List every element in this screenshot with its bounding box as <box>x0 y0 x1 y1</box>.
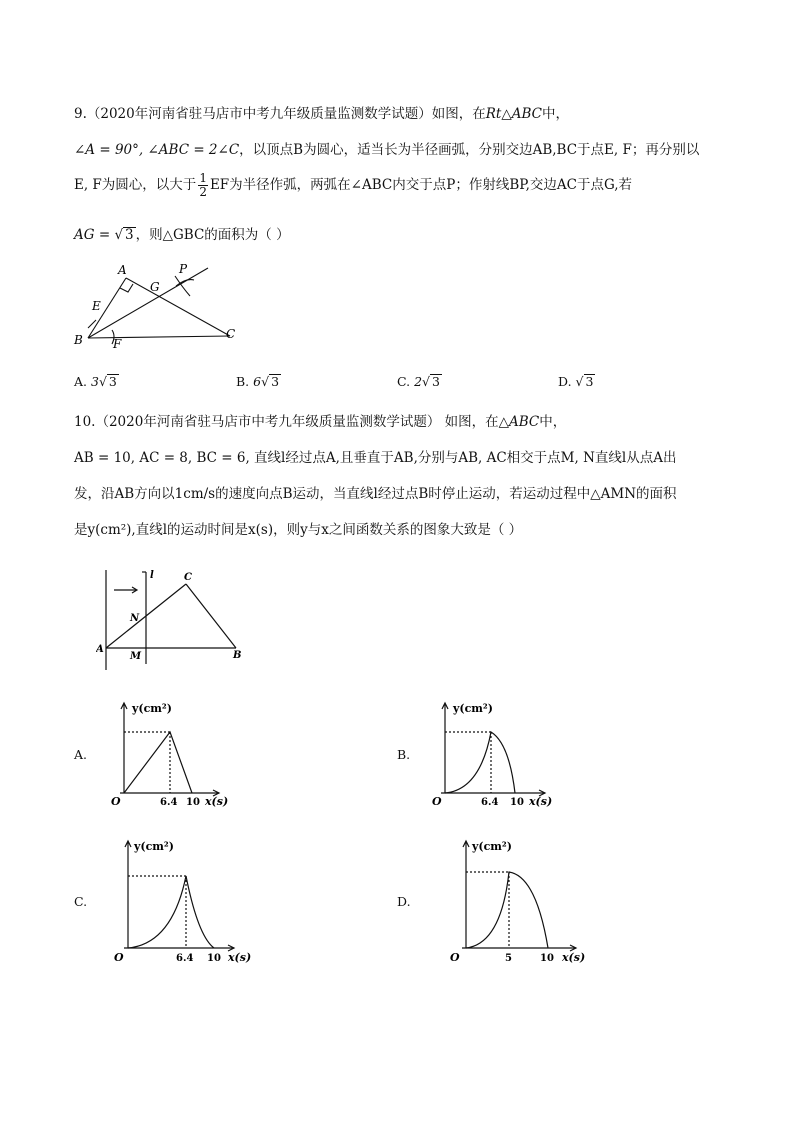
x-axis-label: x(s) <box>228 951 252 964</box>
side-BC <box>186 584 236 648</box>
y-axis-label: y(cm²) <box>453 702 493 715</box>
label-M: M <box>130 651 142 662</box>
peak-x-label: 6.4 <box>176 953 194 964</box>
q9-option-b[interactable]: B. 6√ 3 <box>236 374 280 389</box>
x-axis-label: x(s) <box>529 795 553 808</box>
sqrt-symbol: √ <box>98 374 107 389</box>
y-axis-label: y(cm²) <box>472 840 512 853</box>
side-BC <box>88 336 230 338</box>
q9-line-3: E, F为圆心，以大于 $\frac{1}{2}$ EF为半径作弧，两弧在∠ABC内交于点P；作射线BP,交边AC于点G,若 <box>74 171 633 199</box>
q10-line-1: 10.（2020年河南省驻马店市中考九年级质量监测数学试题） 如图，在△ABC中， <box>74 414 567 430</box>
label-P: P <box>179 262 188 276</box>
label-E: E <box>92 299 101 313</box>
label-C: C <box>184 572 192 583</box>
peak-x-label: 6.4 <box>160 797 178 808</box>
origin-label: O <box>111 795 121 808</box>
q9-option-a[interactable]: A. 3√ 3 <box>74 374 117 389</box>
end-x-label: 10 <box>207 953 221 964</box>
label-B: B <box>74 333 83 347</box>
end-x-label: 10 <box>540 953 554 964</box>
end-x-label: 10 <box>510 797 524 808</box>
x-axis-label: x(s) <box>205 795 229 808</box>
label-F: F <box>113 337 122 351</box>
q10-graph-a[interactable] <box>104 698 239 810</box>
y-axis-label: y(cm²) <box>132 702 172 715</box>
peak-x-label: 6.4 <box>481 797 499 808</box>
curve <box>466 872 548 948</box>
y-axis-label: y(cm²) <box>134 840 174 853</box>
q9-line-4: AG = √ 3 ，则△GBC的面积为（ ） <box>74 227 290 243</box>
origin-label: O <box>450 951 460 964</box>
curve <box>128 876 214 948</box>
q10-triangle-figure <box>96 566 256 671</box>
q10-option-c-letter[interactable]: C. <box>74 894 88 909</box>
q10-graph-c[interactable] <box>104 836 259 968</box>
label-G: G <box>150 280 160 294</box>
x-axis-label: x(s) <box>562 951 586 964</box>
end-x-label: 10 <box>186 797 200 808</box>
fraction-one-half: $\frac{1}{2}$ <box>199 171 207 199</box>
label-A: A <box>96 644 104 655</box>
label-l: l <box>150 570 154 581</box>
q9-line-2: ∠A = 90°, ∠ABC = 2∠C，以顶点B为圆心，适当长为半径画弧，分别交边AB,BC于点E, F；再分别以 <box>74 142 700 158</box>
origin-label: O <box>432 795 442 808</box>
q9-triangle-figure <box>70 258 240 353</box>
q10-graph-d[interactable] <box>436 836 596 968</box>
q9-option-d[interactable]: D. √ 3 <box>558 374 594 389</box>
q10-option-a-letter[interactable]: A. <box>74 747 88 762</box>
sqrt-symbol: √ <box>422 374 430 389</box>
sqrt-symbol: √ <box>114 227 124 243</box>
ray-BP <box>88 268 208 338</box>
curve <box>445 732 515 793</box>
sqrt-symbol: √ <box>261 374 270 389</box>
q10-line-3: 发，沿AB方向以1cm/s的速度向点B运动，当直线l经过点B时停止运动，若运动过程中△AMN的面积 <box>74 486 677 502</box>
q10-graph-b[interactable] <box>425 698 565 810</box>
q10-option-d-letter[interactable]: D. <box>397 894 411 909</box>
label-C: C <box>226 327 236 341</box>
label-N: N <box>130 613 140 624</box>
q9-option-c[interactable]: C. 2√ 3 <box>397 374 440 389</box>
label-B: B <box>233 650 242 661</box>
origin-label: O <box>114 951 124 964</box>
q9-line-1: 9.（2020年河南省驻马店市中考九年级质量监测数学试题）如图，在Rt△ABC中， <box>74 106 569 122</box>
sqrt-symbol: √ <box>575 374 584 389</box>
label-A: A <box>118 263 127 277</box>
curve <box>124 732 192 793</box>
q10-line-2: AB = 10, AC = 8, BC = 6, 直线l经过点A,且垂直于AB,分别与AB, AC相交于点M, N直线l从点A出 <box>74 450 677 466</box>
q10-option-b-letter[interactable]: B. <box>397 747 411 762</box>
q10-line-4: 是y(cm²),直线l的运动时间是x(s)，则y与x之间函数关系的图象大致是（ ） <box>74 522 523 538</box>
peak-x-label: 5 <box>505 953 512 964</box>
